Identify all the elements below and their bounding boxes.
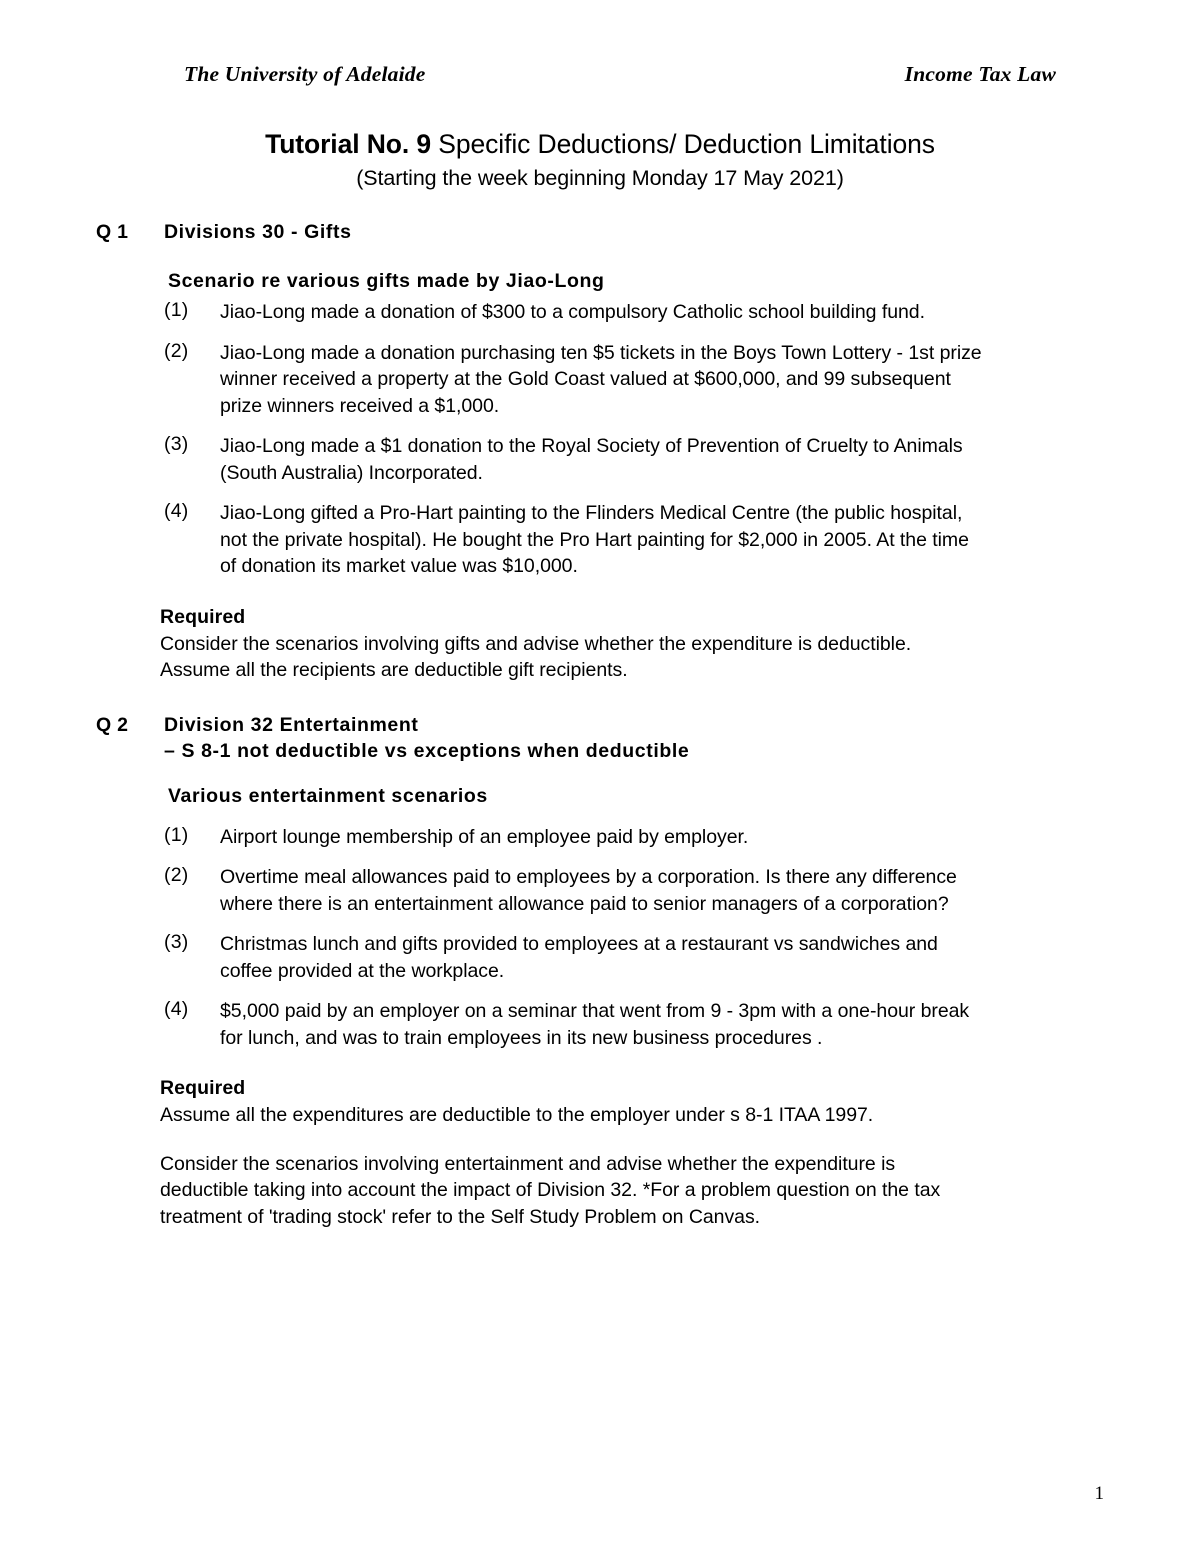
document-subtitle: (Starting the week beginning Monday 17 May 2021) (356, 166, 844, 190)
document-title (96, 129, 1104, 160)
question-1-heading-row (96, 221, 1104, 244)
list-item-number: (1) (164, 823, 189, 846)
list-item (164, 340, 1104, 420)
list-item-number: (4) (164, 998, 189, 1021)
title-block (96, 129, 1104, 191)
question-1-items (96, 299, 1104, 580)
list-item-text: Jiao-Long made a donation purchasing ten $5 tickets in the Boys Town Lottery - 1st prize winner received a property at the Gold Coast valued at $600,000, and 99 subsequent prize winners received a $1,000. (220, 341, 982, 417)
list-item (164, 500, 1104, 580)
list-item-number: (2) (164, 864, 189, 887)
required-text-secondary: Consider the scenarios involving entertainment and advise whether the expenditure is deductible taking into account the impact of Division 32. *For a problem question on the tax treatment of 'trading stock' refer to the Self Study Problem on Canvas. (160, 1152, 941, 1228)
list-item-text: Jiao-Long gifted a Pro-Hart painting to the Flinders Medical Centre (the public hospital, not the private hospital). He bought the Pro Hart painting for $2,000 in 2005. At the time of donation its market value was $10,000. (220, 502, 969, 578)
question-2-heading: Division 32 Entertainment (164, 713, 419, 736)
header-course: Income Tax Law (904, 62, 1056, 86)
question-2-label: Q 2 (96, 713, 129, 736)
question-1-subheading: Scenario re various gifts made by Jiao-Long (168, 270, 605, 292)
list-item (164, 299, 1104, 326)
question-2-heading-line2: – S 8-1 not deductible vs exceptions when deductible (164, 739, 690, 762)
list-item (164, 433, 1104, 486)
question-1-required (160, 606, 1104, 684)
list-item-number: (1) (164, 299, 189, 321)
question-2-items (96, 824, 1104, 1052)
document-header (96, 62, 1104, 87)
page-number: 1 (1094, 1483, 1104, 1504)
list-item-number: (3) (164, 433, 189, 456)
list-item-number: (3) (164, 931, 189, 954)
question-2-required (160, 1077, 1104, 1230)
list-item-text: Jiao-Long made a donation of $300 to a compulsory Catholic school building fund. (220, 301, 925, 323)
question-2-subheading: Various entertainment scenarios (168, 784, 488, 807)
list-item (164, 824, 1104, 851)
list-item-text: Christmas lunch and gifts provided to employees at a restaurant vs sandwiches and coffee provided at the workplace. (220, 933, 938, 982)
list-item-text: Overtime meal allowances paid to employees by a corporation. Is there any difference where there is an entertainment allowance paid to senior managers of a corporation? (220, 866, 957, 915)
list-item-text: Airport lounge membership of an employee paid by employer. (220, 825, 749, 848)
required-heading: Required (160, 605, 246, 628)
list-item-number: (2) (164, 339, 189, 362)
title-rest-part: Specific Deductions/ Deduction Limitations (431, 129, 935, 159)
required-heading: Required (160, 1077, 246, 1100)
required-text: Assume all the expenditures are deductible to the employer under s 8-1 ITAA 1997. (160, 1104, 874, 1127)
title-bold-part: Tutorial No. 9 (265, 129, 432, 159)
list-item-number: (4) (164, 500, 189, 523)
question-1-label: Q 1 (96, 221, 129, 243)
list-item-text: $5,000 paid by an employer on a seminar that went from 9 - 3pm with a one-hour break for lunch, and was to train employees in its new business procedures . (220, 1000, 970, 1049)
list-item-text: Jiao-Long made a $1 donation to the Royal Society of Prevention of Cruelty to Animals (South Australia) Incorporated. (220, 435, 963, 484)
question-1-heading: Divisions 30 - Gifts (164, 221, 352, 243)
list-item (164, 864, 1104, 917)
required-text: Consider the scenarios involving gifts and advise whether the expenditure is deductible. Assume all the recipients are deductible gift recipients. (160, 632, 912, 682)
header-institution: The University of Adelaide (184, 62, 426, 86)
list-item (164, 931, 1104, 984)
question-1 (96, 221, 1104, 684)
question-2 (96, 714, 1104, 1231)
question-2-heading-row (96, 714, 1104, 737)
list-item (164, 998, 1104, 1051)
